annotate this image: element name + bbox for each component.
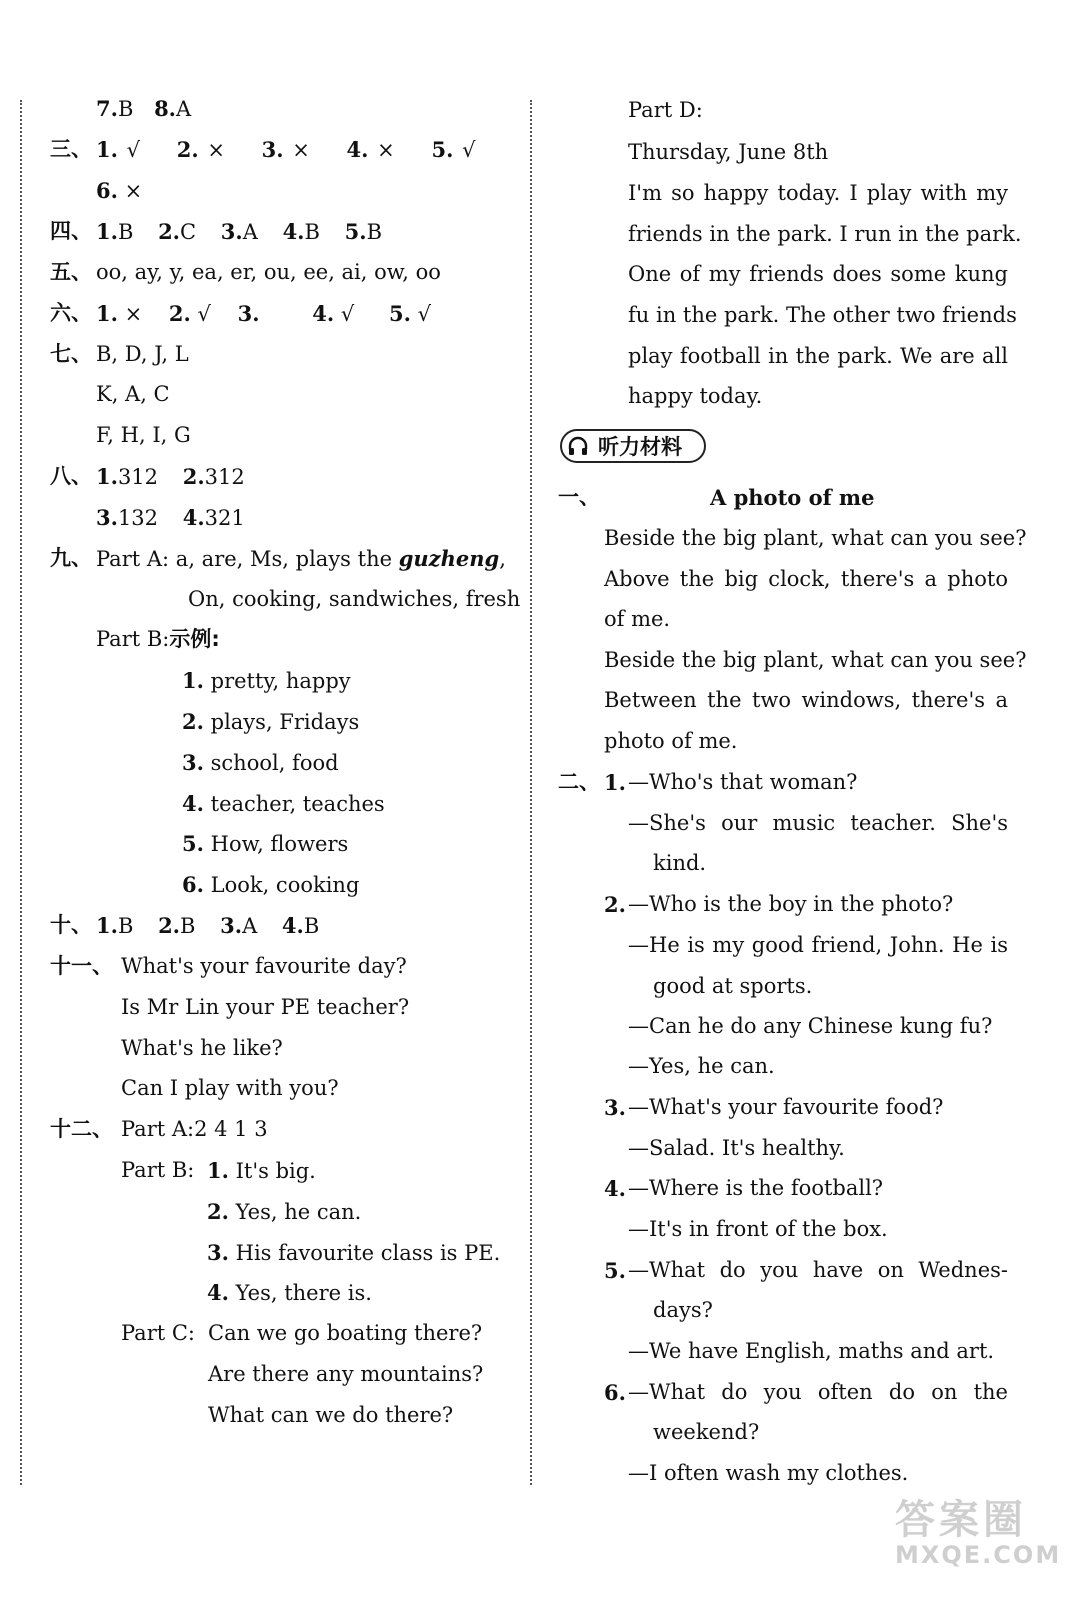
s2-dialog-line: days? [653,1298,713,1322]
s2-label: 二、 [558,770,600,794]
s2-dialog-number: 1. [604,770,626,795]
q9-partB-header: Part B:示例: [96,627,220,651]
q11-line: What's your favourite day? [121,954,407,978]
watermark-logo-text: 答案圈 [895,1497,1027,1543]
q12-partA: Part A:2 4 1 3 [121,1117,268,1141]
q8-answers-2: 3.132 4.321 [96,505,245,530]
q8-label: 八、 [50,464,92,488]
s2-dialog-line: —Can he do any Chinese kung fu? [628,1014,993,1038]
q4-label: 四、 [50,219,92,243]
q9-partB-item: 3. school, food [182,750,339,775]
watermark-url: MXQE.COM [895,1541,1062,1569]
s2-dialog-number: 4. [604,1176,626,1201]
q6-answers: 1. × 2. √ 3. 4. √ 5. √ [96,301,431,326]
q12-partC-line: Are there any mountains? [208,1362,484,1386]
s2-dialog-number: 3. [604,1095,626,1120]
q12-partB-item: 3. His favourite class is PE. [207,1240,501,1265]
s2-dialog-line: weekend? [653,1420,760,1444]
s2-dialog-number: 2. [604,892,626,917]
q8-answers: 1.312 2.312 [96,464,245,489]
s2-dialog-line: kind. [653,851,707,875]
s1-line: photo of me. [604,729,738,753]
q3-answers-tail: 6. × [96,178,143,203]
q12-partB-item: 2. Yes, he can. [207,1199,362,1224]
q11-label: 十一、 [50,954,113,978]
q2-tail-answers: 7.B 8.A [96,96,192,121]
q12-partB-label: Part B: [121,1158,195,1182]
q12-partB-item: 4. Yes, there is. [207,1280,372,1305]
s2-dialog-line: —Salad. It's healthy. [628,1136,845,1160]
partD-line: One of my friends does some kung [628,262,1008,286]
partD-line: happy today. [628,384,763,408]
partD-line: I'm so happy today. I play with my [628,181,1008,205]
s2-dialog-number: 5. [604,1258,626,1283]
s2-dialog-line: good at sports. [653,974,813,998]
s2-dialog-line: —Where is the football? [628,1176,884,1200]
s2-dialog-line: —What do you have on Wednes- [628,1258,1008,1282]
partD-line: fu in the park. The other two friends [628,303,1017,327]
q5-answers: oo, ay, y, ea, er, ou, ee, ai, ow, oo [96,260,441,284]
q3-label: 三、 [50,137,92,161]
q7-line: B, D, J, L [96,342,189,366]
q7-line: F, H, I, G [96,423,191,447]
listening-material-title: 听力材料 [598,435,682,459]
q9-partB-item: 2. plays, Fridays [182,709,360,734]
s2-dialog-line: —What's your favourite food? [628,1095,944,1119]
s1-line: Beside the big plant, what can you see? [604,648,1027,672]
s2-dialog-line: —She's our music teacher. She's [628,811,1008,835]
q7-label: 七、 [50,342,92,366]
q5-label: 五、 [50,260,92,284]
partD-line: play football in the park. We are all [628,344,1008,368]
left-margin-divider [20,100,22,1485]
q12-partC-line: What can we do there? [208,1403,454,1427]
column-divider [530,100,532,1485]
partD-date: Thursday, June 8th [628,140,829,164]
q10-label: 十、 [50,913,92,937]
s2-dialog-number: 6. [604,1380,626,1405]
s2-dialog-line: —We have English, maths and art. [628,1339,995,1363]
q11-line: Can I play with you? [121,1076,339,1100]
headphones-icon [566,434,590,458]
s1-label: 一、 [558,485,600,509]
s1-line: Beside the big plant, what can you see? [604,526,1027,550]
s1-line: of me. [604,607,671,631]
listening-material-header [560,429,706,463]
s1-line: Between the two windows, there's a [604,688,1008,712]
site-watermark [895,1488,1061,1569]
s2-dialog-line: —He is my good friend, John. He is [628,933,1008,957]
q4-answers: 1.B 2.C 3.A 4.B 5.B [96,219,382,244]
s1-line: Above the big clock, there's a photo [604,567,1008,591]
q6-label: 六、 [50,301,92,325]
q9-partA: Part A: a, are, Ms, plays the guzheng, [96,546,506,571]
q3-answers: 1. √ 2. × 3. × 4. × 5. √ [96,137,476,162]
q11-line: Is Mr Lin your PE teacher? [121,995,410,1019]
q12-partC-label: Part C: [121,1321,196,1345]
s2-dialog-line: —It's in front of the box. [628,1217,888,1241]
q7-line: K, A, C [96,382,170,406]
s2-dialog-line: —Yes, he can. [628,1054,775,1078]
partD-label: Part D: [628,98,703,122]
q10-answers: 1.B 2.B 3.A 4.B [96,913,320,938]
s2-dialog-line: —What do you often do on the [628,1380,1008,1404]
s1-title: A photo of me [710,485,875,510]
s2-dialog-line: —I often wash my clothes. [628,1461,909,1485]
q9-partB-item: 4. teacher, teaches [182,791,385,816]
q9-partA-line2: On, cooking, sandwiches, fresh [188,587,521,611]
q12-partB-item: 1. It's big. [207,1158,316,1183]
q12-partC-line: Can we go boating there? [208,1321,483,1345]
s2-dialog-line: —Who is the boy in the photo? [628,892,954,916]
q9-partB-item: 6. Look, cooking [182,872,360,897]
q12-label: 十二、 [50,1117,113,1141]
s2-dialog-line: —Who's that woman? [628,770,858,794]
q9-label: 九、 [50,546,92,570]
partD-line: friends in the park. I run in the park. [628,222,1022,246]
q9-partB-item: 5. How, flowers [182,831,349,856]
q9-partB-item: 1. pretty, happy [182,668,351,693]
q11-line: What's he like? [121,1036,283,1060]
